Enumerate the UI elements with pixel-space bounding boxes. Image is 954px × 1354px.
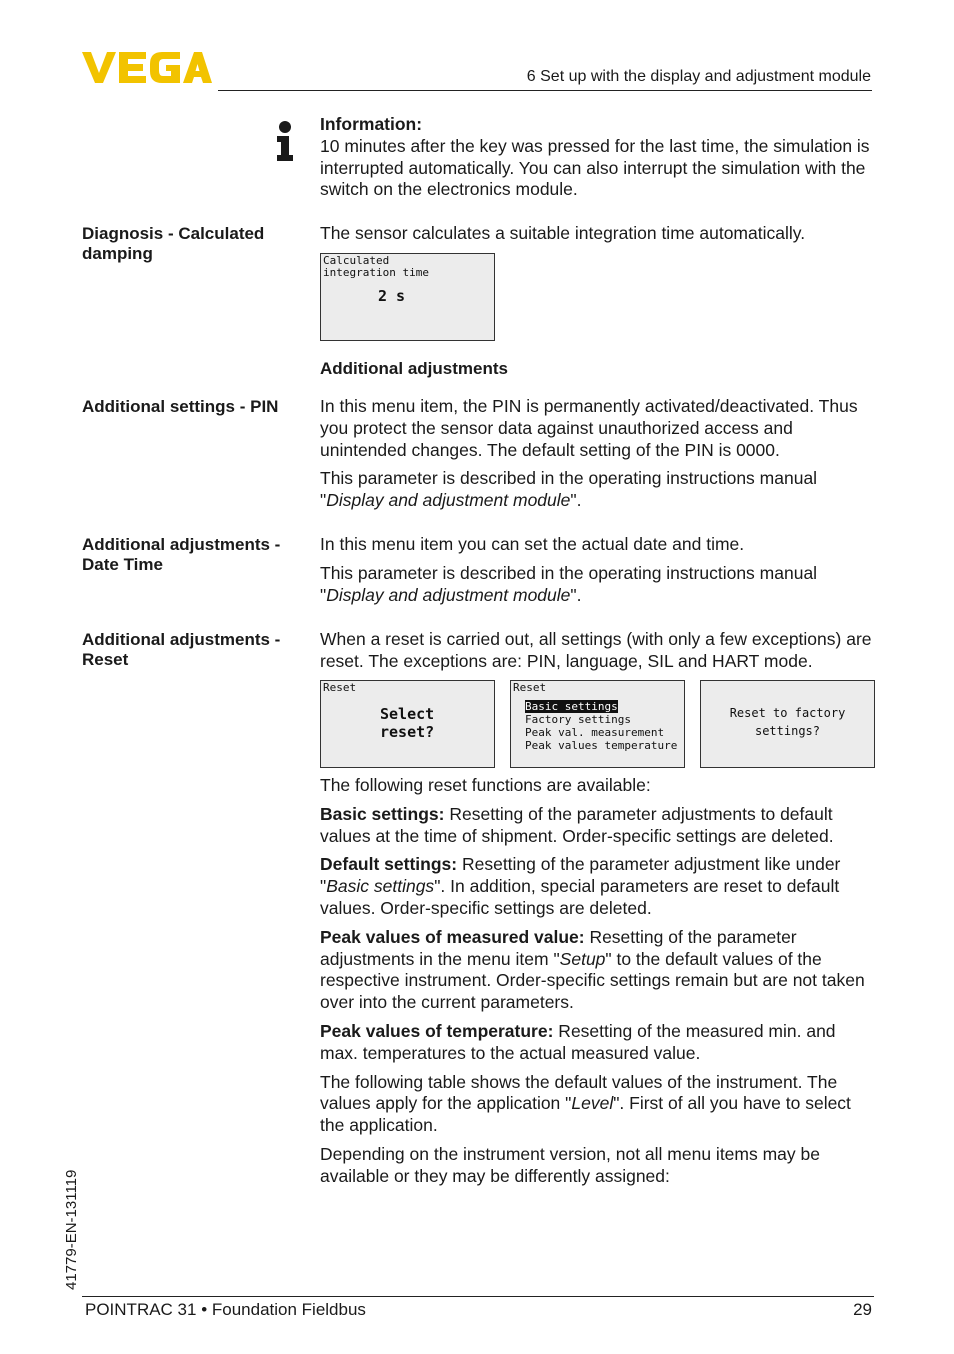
lcd-title: Reset [323,681,357,694]
lcd-menu-item: Peak val. measurement [525,726,665,739]
lcd-menu-list [525,700,677,752]
reset-label: Additional adjustments - Reset [82,630,281,669]
lcd-reset-confirm [700,680,875,768]
lcd-menu-item-selected: Basic settings [525,700,618,713]
info-icon [276,121,294,161]
damping-label: Diagnosis - Calculated damping [82,224,265,263]
information-title: Information: [320,114,423,134]
lcd-title: Reset [513,681,547,694]
reset-basic-settings: Basic settings: Resetting of the parameter adjustments to default values at the time of shipment. Order-specific settings are deleted. [320,803,834,846]
datetime-paragraph-2: This parameter is described in the operating instructions manual "Display and adjustment module". [320,562,818,605]
lcd-reset-select [320,680,495,768]
pin-paragraph-2: This parameter is described in the operating instructions manual "Display and adjustment module". [320,468,818,511]
lcd-menu-item: Peak values temperature [525,739,678,752]
lcd-confirm-text: Reset to factory settings? [729,706,846,738]
header-divider [218,90,872,91]
reset-available-text: The following reset functions are available: [320,775,651,795]
reset-peak-temperature: Peak values of temperature: Resetting of the measured min. and max. temperatures to the actual measured value. [320,1020,836,1063]
additional-adjustments-heading: Additional adjustments [320,359,508,378]
reset-functions [320,775,878,1195]
lcd-reset-menu [510,680,685,768]
datetime-section [320,534,878,613]
vega-logo [82,50,212,84]
reset-table-note: The following table shows the default values of the instrument. The values apply for the application "Level". First of all you have to select the application. [320,1071,851,1136]
reset-depending-note: Depending on the instrument version, not all menu items may be available or they may be differently assigned: [320,1143,820,1186]
datetime-label: Additional adjustments - Date Time [82,535,281,574]
reset-peak-measured: Peak values of measured value: Resetting of the parameter adjustments in the menu item "Setup" to the default values of the respective instrument. Order-specific settings remain but are not taken over into the current parameters. [320,926,865,1013]
reset-default-settings: Default settings: Resetting of the parameter adjustment like under "Basic settings". In addition, special parameters are reset to default values. Order-specific settings are deleted. [320,854,841,918]
document-code: 41779-EN-131119 [63,1169,80,1290]
reset-intro: When a reset is carried out, all settings (with only a few exceptions) are reset. The exceptions are: PIN, language, SIL and HART mode. [320,629,872,671]
lcd-calculated-damping [320,253,495,341]
pin-section [320,396,878,519]
lcd-menu-item: Factory settings [525,713,631,726]
lcd-prompt: Select reset? [380,705,435,741]
footer-product: POINTRAC 31 • Foundation Fieldbus [85,1300,366,1319]
page-number: 29 [853,1300,872,1319]
information-text: 10 minutes after the key was pressed for the last time, the simulation is interrupted automatically. You can also interrupt the simulation with the switch on the electronics module. [320,135,870,200]
information-note [320,114,878,201]
lcd-line: Calculated integration time [323,254,429,279]
header-section-title: 6 Set up with the display and adjustment module [526,68,871,85]
datetime-paragraph-1: In this menu item you can set the actual date and time. [320,534,745,554]
footer-divider [82,1296,874,1297]
pin-label: Additional settings - PIN [82,397,279,416]
damping-text: The sensor calculates a suitable integration time automatically. [320,223,806,243]
pin-paragraph-1: In this menu item, the PIN is permanently activated/deactivated. Thus you protect the sensor data against unauthorized access and unintended changes. The default setting of the PIN is 0000. [320,396,858,460]
lcd-value: 2 s [378,287,406,305]
